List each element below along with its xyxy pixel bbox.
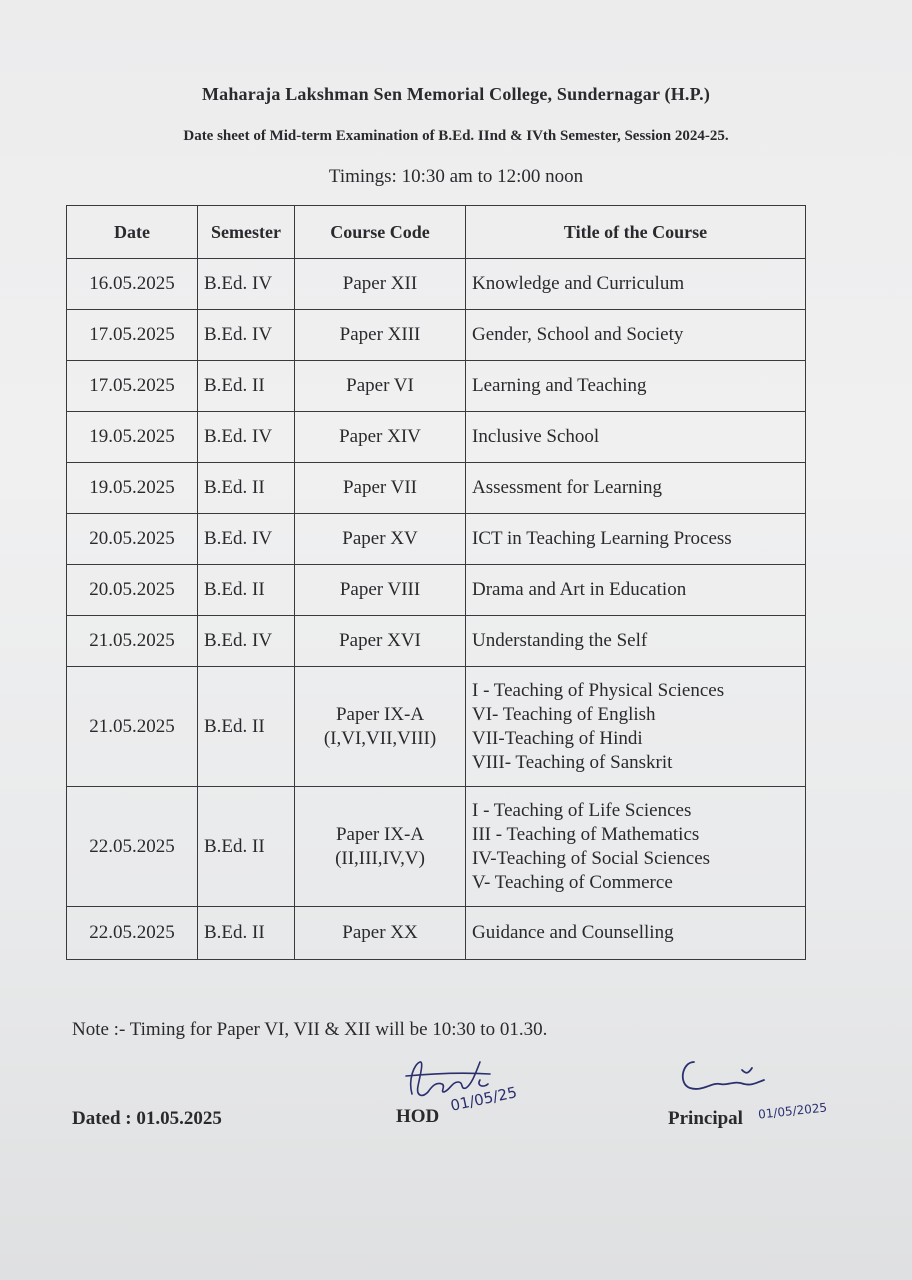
course-title-line: Inclusive School — [472, 426, 600, 447]
cell-course-title — [466, 667, 806, 787]
cell-course-code — [295, 787, 466, 907]
principal-signature — [672, 1050, 782, 1110]
cell-date: 22.05.2025 — [67, 907, 198, 960]
table-row — [67, 907, 806, 960]
course-code-line: Paper VII — [342, 477, 418, 498]
course-code-line: Paper VI — [346, 375, 414, 396]
principal-label: Principal — [668, 1108, 743, 1129]
cell-date: 19.05.2025 — [67, 412, 198, 463]
table-row — [67, 787, 806, 907]
course-title-line: I - Teaching of Life Sciences — [472, 799, 692, 821]
course-code-line: Paper VIII — [339, 579, 421, 600]
cell-course-title — [466, 616, 806, 667]
course-code-line: Paper XIV — [339, 426, 421, 447]
course-code-line: Paper IX-A — [335, 703, 425, 725]
cell-date: 20.05.2025 — [67, 565, 198, 616]
header-date: Date — [67, 206, 198, 259]
cell-date: 22.05.2025 — [67, 787, 198, 907]
cell-semester: B.Ed. II — [198, 361, 295, 412]
course-code-line: Paper IX-A — [335, 823, 425, 845]
course-code-line: (I,VI,VII,VIII) — [323, 727, 437, 749]
cell-semester: B.Ed. IV — [198, 616, 295, 667]
cell-date: 17.05.2025 — [67, 361, 198, 412]
cell-course-code — [295, 361, 466, 412]
cell-course-title — [466, 310, 806, 361]
table-row — [67, 616, 806, 667]
cell-semester: B.Ed. II — [198, 463, 295, 514]
cell-course-code — [295, 616, 466, 667]
cell-course-title — [466, 412, 806, 463]
cell-course-code — [295, 907, 466, 960]
table-row — [67, 310, 806, 361]
course-title-line: VI- Teaching of English — [472, 703, 656, 725]
course-title-line: Assessment for Learning — [472, 477, 662, 498]
header-course-code: Course Code — [295, 206, 466, 259]
table-row — [67, 259, 806, 310]
timing-note: Note :- Timing for Paper VI, VII & XII will be 10:30 to 01.30. — [72, 1019, 548, 1040]
course-title-line: Guidance and Counselling — [472, 922, 674, 943]
cell-course-code — [295, 412, 466, 463]
course-title-line: VIII- Teaching of Sanskrit — [472, 751, 673, 773]
cell-date: 16.05.2025 — [67, 259, 198, 310]
datesheet-subtitle: Date sheet of Mid-term Examination of B.Ed. IInd & IVth Semester, Session 2024-25. — [183, 128, 729, 144]
cell-semester: B.Ed. IV — [198, 310, 295, 361]
cell-course-title — [466, 907, 806, 960]
cell-course-title — [466, 565, 806, 616]
cell-course-code — [295, 667, 466, 787]
cell-course-code — [295, 565, 466, 616]
cell-date: 19.05.2025 — [67, 463, 198, 514]
course-title-line: Learning and Teaching — [472, 375, 647, 396]
exam-timings: Timings: 10:30 am to 12:00 noon — [328, 166, 584, 187]
table-row — [67, 565, 806, 616]
dated-line: Dated : 01.05.2025 — [72, 1108, 222, 1129]
course-title-line: Understanding the Self — [472, 630, 648, 651]
course-code-line: Paper XIII — [339, 324, 421, 345]
cell-course-code — [295, 310, 466, 361]
cell-date: 20.05.2025 — [67, 514, 198, 565]
course-title-line: Drama and Art in Education — [472, 579, 687, 600]
cell-semester: B.Ed. II — [198, 907, 295, 960]
course-title-line: Gender, School and Society — [472, 324, 684, 345]
table-row — [67, 667, 806, 787]
cell-semester: B.Ed. IV — [198, 412, 295, 463]
cell-course-title — [466, 787, 806, 907]
course-title-line: III - Teaching of Mathematics — [472, 823, 700, 845]
cell-date: 21.05.2025 — [67, 667, 198, 787]
table-header-row — [67, 206, 806, 259]
course-title-line: V- Teaching of Commerce — [472, 871, 673, 893]
cell-semester: B.Ed. II — [198, 787, 295, 907]
cell-course-code — [295, 514, 466, 565]
cell-date: 17.05.2025 — [67, 310, 198, 361]
hod-signature-date: 01/05/25 — [448, 1083, 519, 1115]
course-title-line: Knowledge and Curriculum — [472, 273, 685, 294]
principal-signature-date: 01/05/2025 — [757, 1100, 828, 1122]
cell-semester: B.Ed. II — [198, 667, 295, 787]
course-title-line: IV-Teaching of Social Sciences — [472, 847, 711, 869]
hod-label: HOD — [396, 1106, 440, 1127]
cell-date: 21.05.2025 — [67, 616, 198, 667]
cell-course-title — [466, 514, 806, 565]
header-course-title: Title of the Course — [466, 206, 806, 259]
course-title-line: ICT in Teaching Learning Process — [472, 528, 732, 549]
course-title-line: VII-Teaching of Hindi — [472, 727, 643, 749]
course-code-line: Paper XII — [342, 273, 418, 294]
header-semester: Semester — [198, 206, 295, 259]
cell-semester: B.Ed. II — [198, 565, 295, 616]
course-code-line: Paper XX — [342, 922, 418, 943]
course-code-line: (II,III,IV,V) — [335, 847, 425, 869]
cell-course-code — [295, 259, 466, 310]
cell-semester: B.Ed. IV — [198, 259, 295, 310]
table-body — [67, 259, 806, 960]
cell-course-title — [466, 259, 806, 310]
course-title-line: I - Teaching of Physical Sciences — [472, 679, 725, 701]
college-name: Maharaja Lakshman Sen Memorial College, Sundernagar (H.P.) — [201, 84, 711, 104]
table-row — [67, 514, 806, 565]
table-row — [67, 412, 806, 463]
cell-semester: B.Ed. IV — [198, 514, 295, 565]
course-code-line: Paper XVI — [339, 630, 421, 651]
cell-course-code — [295, 463, 466, 514]
datesheet-table — [66, 205, 806, 960]
table-row — [67, 463, 806, 514]
cell-course-title — [466, 361, 806, 412]
cell-course-title — [466, 463, 806, 514]
course-code-line: Paper XV — [342, 528, 418, 549]
table-row — [67, 361, 806, 412]
